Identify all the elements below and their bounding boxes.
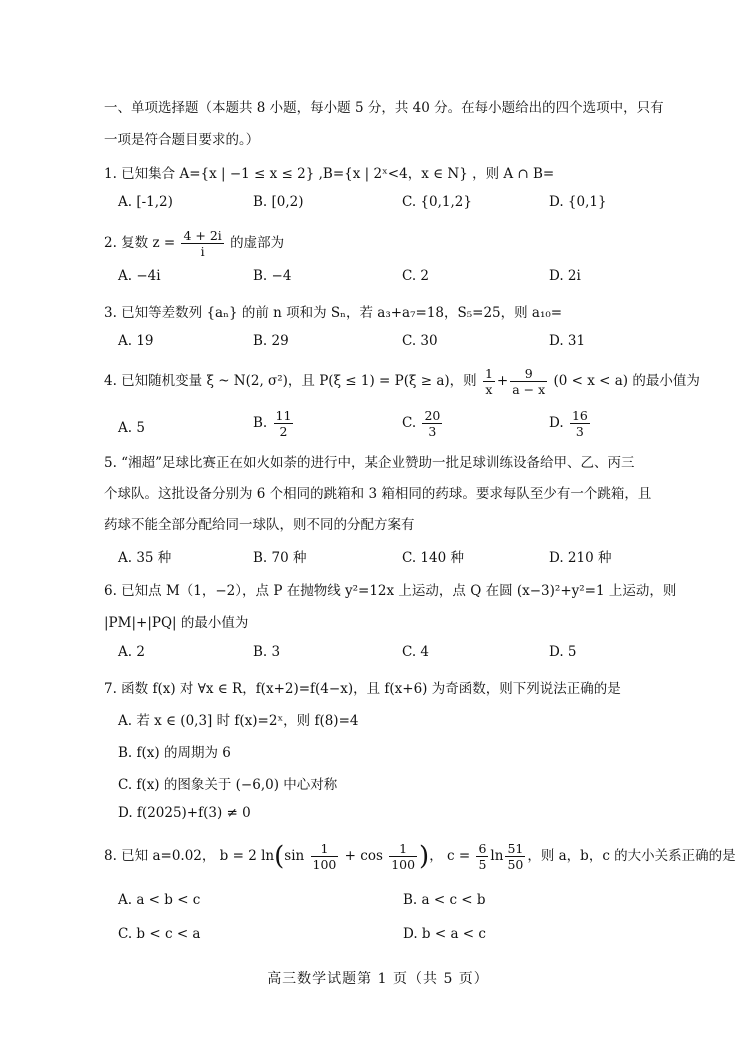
q6-line1: 6. 已知点 M（1，−2），点 P 在抛物线 y²=12x 上运动，点 Q 在圆 (x−3)²+y²=1 上运动，则	[104, 583, 677, 599]
q4-option-c-num: 20	[424, 408, 441, 423]
q4-option-d-num: 16	[571, 408, 588, 423]
q8-ln: ln	[490, 848, 504, 864]
q4-fraction-1	[483, 366, 495, 397]
q7-option-c: C. f(x) 的图象关于 (−6,0) 中心对称	[118, 777, 338, 793]
q3-option-d: D. 31	[549, 333, 586, 349]
q8-cos: + cos	[340, 848, 383, 864]
q5-option-d: D. 210 种	[549, 550, 612, 566]
q8-prefix: 8. 已知 a=0.02， b = 2 ln	[104, 848, 275, 864]
q3-option-a: A. 19	[118, 333, 154, 349]
q8-k-num: 6	[478, 841, 487, 856]
q8-open-paren: (	[274, 841, 285, 872]
q4-fraction-1-den: x	[485, 382, 493, 397]
q2-stem	[104, 228, 284, 259]
q7-option-d: D. f(2025)+f(3) ≠ 0	[118, 805, 251, 821]
q4-option-d-label: D.	[549, 415, 564, 431]
q4-stem	[104, 366, 700, 397]
page-footer: 高三数学试题第 1 页（共 5 页）	[267, 971, 489, 987]
q6-option-b: B. 3	[253, 644, 281, 660]
q4-option-b-num: 11	[275, 408, 292, 423]
q8-suffix: ，则 a，b，c 的大小关系正确的是	[527, 848, 736, 864]
q2-option-a: A. −4i	[118, 268, 161, 284]
section-title-line1: 一、单项选择题（本题共 8 小题，每小题 5 分，共 40 分。在每小题给出的四个选项中，只有	[104, 100, 664, 116]
q1-option-a: A. [-1,2)	[118, 194, 173, 210]
q8-sin-num: 1	[311, 841, 339, 857]
q4-fraction-2-num: 9	[510, 366, 547, 382]
q4-option-b-label: B.	[253, 415, 268, 431]
q8-k-fraction	[476, 841, 488, 872]
q8-cos-den: 100	[391, 857, 416, 872]
q8-stem	[104, 841, 736, 872]
q2-fraction-den: i	[200, 244, 205, 259]
q7-stem: 7. 函数 f(x) 对 ∀x ∈ R，f(x+2)=f(4−x)，且 f(x+6) 为奇函数，则下列说法正确的是	[104, 681, 621, 697]
q4-option-c-den: 3	[428, 424, 437, 439]
q1-option-d: D. {0,1}	[549, 194, 607, 210]
q3-option-b: B. 29	[253, 333, 289, 349]
q8-ln-den: 50	[507, 857, 524, 872]
q8-sin-fraction	[311, 841, 339, 872]
q1-stem: 1. 已知集合 A={x | −1 ≤ x ≤ 2} ,B={x | 2ˣ<4，x ∈ N} ，则 A ∩ B=	[104, 166, 555, 182]
q8-option-a: A. a < b < c	[118, 892, 201, 908]
q4-fraction-2	[510, 366, 547, 397]
q8-option-c: C. b < c < a	[118, 926, 201, 942]
q8-k-den: 5	[478, 857, 487, 872]
q8-cos-fraction	[389, 841, 417, 872]
q8-c-eq: ， c =	[429, 848, 471, 864]
q8-option-b: B. a < c < b	[403, 892, 486, 908]
q4-fraction-2-den: a − x	[512, 382, 546, 397]
q6-option-d: D. 5	[549, 644, 577, 660]
q6-option-c: C. 4	[402, 644, 430, 660]
q1-option-c: C. {0,1,2}	[402, 194, 472, 210]
q6-option-a: A. 2	[118, 644, 145, 660]
q2-fraction	[181, 228, 223, 259]
q5-line1: 5. “湘超”足球比赛正在如火如荼的进行中，某企业赞助一批足球训练设备给甲、乙、丙三	[104, 455, 635, 471]
q8-sin-den: 100	[312, 857, 337, 872]
q4-option-c-label: C.	[402, 415, 417, 431]
q6-line2: |PM|+|PQ| 的最小值为	[104, 615, 249, 631]
q4-option-d	[549, 408, 592, 439]
q8-cos-num: 1	[389, 841, 417, 857]
q4-option-a: A. 5	[118, 420, 145, 436]
q3-stem: 3. 已知等差数列 {aₙ} 的前 n 项和为 Sₙ，若 a₃+a₇=18，S₅=25，则 a₁₀=	[104, 305, 563, 321]
q4-option-d-den: 3	[575, 424, 584, 439]
q8-close-paren: )	[419, 841, 430, 872]
q5-option-b: B. 70 种	[253, 550, 307, 566]
q7-option-a: A. 若 x ∈ (0,3] 时 f(x)=2ˣ，则 f(8)=4	[118, 713, 359, 729]
q4-plus: +	[496, 373, 509, 389]
q5-option-c: C. 140 种	[402, 550, 464, 566]
q2-option-d: D. 2i	[549, 268, 581, 284]
q8-option-d: D. b < a < c	[403, 926, 486, 942]
q5-option-a: A. 35 种	[118, 550, 172, 566]
q4-prefix: 4. 已知随机变量 ξ ~ N(2, σ²)，且 P(ξ ≤ 1) = P(ξ ≥ a)，则	[104, 373, 477, 389]
q3-option-c: C. 30	[402, 333, 438, 349]
q5-line2: 个球队。这批设备分别为 6 个相同的跳箱和 3 箱相同的药球。要求每队至少有一个跳箱，且	[104, 486, 652, 502]
q2-option-c: C. 2	[402, 268, 430, 284]
q2-fraction-num: 4 + 2i	[183, 228, 222, 243]
q4-suffix: (0 < x < a) 的最小值为	[553, 373, 700, 389]
q8-sin: sin	[284, 848, 305, 864]
q8-ln-fraction	[505, 841, 525, 872]
q4-option-b-den: 2	[279, 424, 288, 439]
q2-suffix: 的虚部为	[230, 235, 285, 251]
q2-option-b: B. −4	[253, 268, 292, 284]
section-title-line2: 一项是符合题目要求的。）	[104, 132, 260, 148]
q5-line3: 药球不能全部分配给同一球队，则不同的分配方案有	[104, 517, 415, 533]
q1-option-b: B. [0,2)	[253, 194, 304, 210]
q2-prefix: 2. 复数 z =	[104, 235, 176, 251]
q7-option-b: B. f(x) 的周期为 6	[118, 745, 231, 761]
q8-ln-num: 51	[507, 841, 524, 856]
q4-fraction-1-num: 1	[484, 366, 493, 381]
q4-option-c	[402, 408, 444, 439]
q4-option-b	[253, 408, 295, 439]
